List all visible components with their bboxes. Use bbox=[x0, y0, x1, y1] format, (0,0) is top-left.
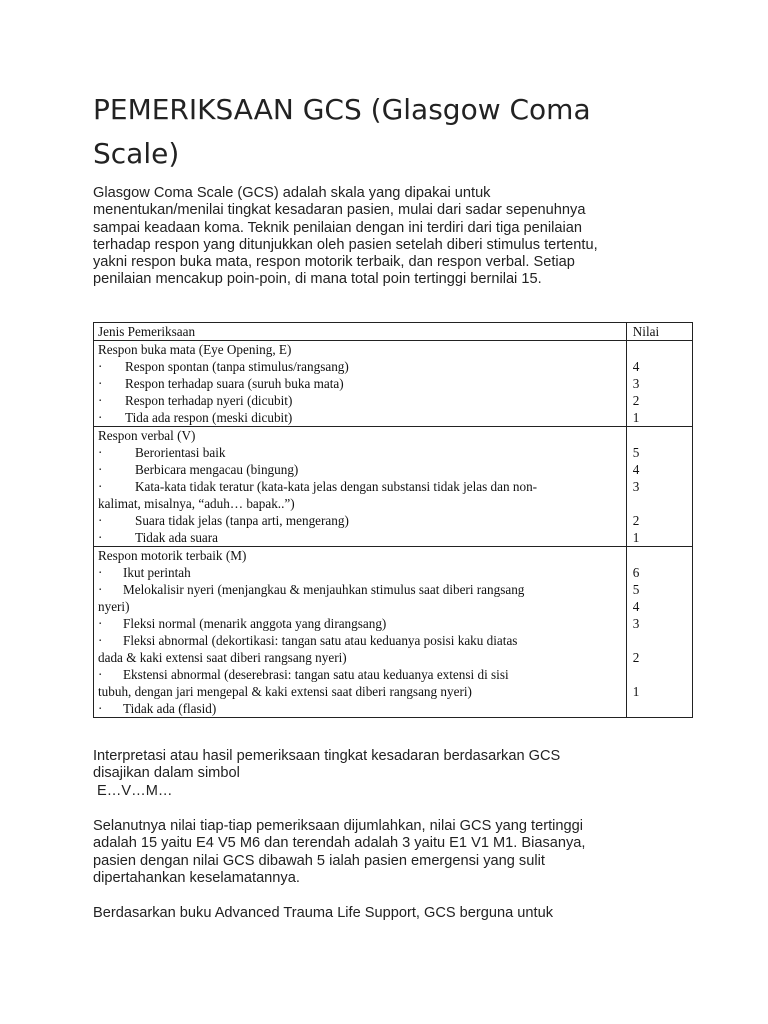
intro-paragraph bbox=[93, 185, 653, 289]
paragraph-line: sampai keadaan koma. Teknik penilaian dengan ini terdiri dari tiga penilaian bbox=[93, 219, 582, 236]
list-item bbox=[98, 512, 622, 529]
paragraph-line: terhadap respon yang ditunjukkan oleh pasien setelah diberi stimulus tertentu, bbox=[93, 236, 598, 253]
bullet-icon: · bbox=[98, 410, 103, 425]
list-item bbox=[98, 529, 622, 546]
score-value: 4 bbox=[632, 359, 640, 374]
bullet-icon: · bbox=[98, 513, 103, 528]
bullet-icon: · bbox=[98, 616, 103, 631]
bullet-icon: · bbox=[98, 393, 103, 408]
score-value: 4 bbox=[632, 599, 640, 614]
score-value: 4 bbox=[632, 462, 640, 477]
eye-items-cell bbox=[94, 341, 627, 427]
list-item bbox=[98, 700, 622, 717]
paragraph-line: Interpretasi atau hasil pemeriksaan tingkat kesadaran berdasarkan GCS bbox=[93, 748, 561, 764]
bullet-icon: · bbox=[98, 376, 103, 391]
item-text: Berorientasi baik bbox=[135, 445, 226, 460]
table-row-verbal bbox=[94, 427, 693, 547]
paragraph-line: menentukan/menilai tingkat kesadaran pasien, mulai dari sadar sepenuhnya bbox=[93, 202, 586, 219]
item-text: Respon spontan (tanpa stimulus/rangsang) bbox=[125, 359, 349, 374]
section-heading: Respon buka mata (Eye Opening, E) bbox=[98, 342, 292, 357]
verbal-items-cell bbox=[94, 427, 627, 547]
bullet-icon: · bbox=[98, 445, 103, 460]
header-value: Nilai bbox=[626, 323, 692, 341]
list-item bbox=[98, 461, 622, 478]
paragraph-line: Berdasarkan buku Advanced Trauma Life Support, GCS berguna untuk bbox=[93, 905, 553, 921]
paragraph-line: Glasgow Coma Scale (GCS) adalah skala yang dipakai untuk bbox=[93, 185, 491, 201]
page-title: PEMERIKSAAN GCS (Glasgow Coma Scale) bbox=[93, 93, 591, 170]
score-value: 3 bbox=[632, 616, 640, 631]
paragraph-line: Selanutnya nilai tiap-tiap pemeriksaan dijumlahkan, nilai GCS yang tertinggi bbox=[93, 818, 583, 834]
list-item-continued: nyeri) bbox=[98, 599, 130, 614]
bullet-icon: · bbox=[98, 633, 103, 648]
atls-paragraph bbox=[93, 905, 653, 922]
gcs-table bbox=[93, 322, 693, 718]
list-item bbox=[98, 478, 622, 495]
bullet-icon: · bbox=[98, 582, 103, 597]
item-text: Berbicara mengacau (bingung) bbox=[135, 462, 299, 477]
item-text: Tidak ada suara bbox=[135, 530, 219, 545]
item-text: Tida ada respon (meski dicubit) bbox=[125, 410, 293, 425]
list-item bbox=[98, 564, 622, 581]
score-value: 3 bbox=[632, 376, 640, 391]
item-text: Respon terhadap suara (suruh buka mata) bbox=[125, 376, 344, 391]
score-value: 5 bbox=[632, 582, 640, 597]
bullet-icon: · bbox=[98, 462, 103, 477]
paragraph-line: disajikan dalam simbol bbox=[93, 765, 240, 782]
list-item-continued: dada & kaki extensi saat diberi rangsang nyeri) bbox=[98, 650, 347, 665]
eye-values-cell bbox=[626, 341, 692, 427]
item-text: Ekstensi abnormal (deserebrasi: tangan satu atau keduanya extensi di sisi bbox=[123, 667, 509, 682]
item-text: Suara tidak jelas (tanpa arti, mengerang) bbox=[135, 513, 349, 528]
score-value: 2 bbox=[632, 393, 640, 408]
section-heading: Respon motorik terbaik (M) bbox=[98, 548, 247, 563]
table-row-motor bbox=[94, 547, 693, 718]
list-item bbox=[98, 444, 622, 461]
bullet-icon: · bbox=[98, 565, 103, 580]
list-item bbox=[98, 375, 622, 392]
score-value: 1 bbox=[632, 410, 640, 425]
table-row-eye bbox=[94, 341, 693, 427]
bullet-icon: · bbox=[98, 667, 103, 682]
score-value: 5 bbox=[632, 445, 640, 460]
motor-items-cell bbox=[94, 547, 627, 718]
list-item bbox=[98, 409, 622, 426]
item-text: Tidak ada (flasid) bbox=[123, 701, 217, 716]
section-heading: Respon verbal (V) bbox=[98, 428, 196, 443]
score-value: 1 bbox=[632, 684, 640, 699]
list-item-continued: kalimat, misalnya, “aduh… bapak..”) bbox=[98, 496, 295, 511]
list-item bbox=[98, 666, 622, 683]
bullet-icon: · bbox=[98, 701, 103, 716]
paragraph-line: pasien dengan nilai GCS dibawah 5 ialah pasien emergensi yang sulit bbox=[93, 852, 545, 869]
list-item bbox=[98, 581, 622, 598]
header-exam: Jenis Pemeriksaan bbox=[94, 323, 627, 341]
item-text: Melokalisir nyeri (menjangkau & menjauhkan stimulus saat diberi rangsang bbox=[123, 582, 525, 597]
paragraph-line: penilaian mencakup poin-poin, di mana total poin tertinggi bernilai 15. bbox=[93, 271, 542, 288]
score-value: 2 bbox=[632, 513, 640, 528]
summary-paragraph bbox=[93, 818, 653, 887]
paragraph-line: yakni respon buka mata, respon motorik terbaik, dan respon verbal. Setiap bbox=[93, 254, 575, 271]
item-text: Respon terhadap nyeri (dicubit) bbox=[125, 393, 293, 408]
bullet-icon: · bbox=[98, 479, 103, 494]
list-item bbox=[98, 615, 622, 632]
list-item-continued: tubuh, dengan jari mengepal & kaki extensi saat diberi rangsang nyeri) bbox=[98, 684, 472, 699]
list-item bbox=[98, 392, 622, 409]
verbal-values-cell bbox=[626, 427, 692, 547]
motor-values-cell bbox=[626, 547, 692, 718]
interpretation-paragraph bbox=[93, 748, 653, 800]
item-text: Kata-kata tidak teratur (kata-kata jelas dengan substansi tidak jelas dan non- bbox=[135, 479, 538, 494]
score-value: 1 bbox=[632, 530, 640, 545]
bullet-icon: · bbox=[98, 530, 103, 545]
score-value: 2 bbox=[632, 650, 640, 665]
list-item bbox=[98, 632, 622, 649]
paragraph-line: adalah 15 yaitu E4 V5 M6 dan terendah adalah 3 yaitu E1 V1 M1. Biasanya, bbox=[93, 835, 586, 852]
score-value: 6 bbox=[632, 565, 640, 580]
paragraph-line: E…V…M… bbox=[93, 782, 173, 799]
paragraph-line: dipertahankan keselamatannya. bbox=[93, 869, 300, 886]
table-header-row bbox=[94, 323, 693, 341]
item-text: Ikut perintah bbox=[123, 565, 191, 580]
item-text: Fleksi normal (menarik anggota yang dirangsang) bbox=[123, 616, 387, 631]
score-value: 3 bbox=[632, 479, 640, 494]
item-text: Fleksi abnormal (dekortikasi: tangan satu atau keduanya posisi kaku diatas bbox=[123, 633, 518, 648]
list-item bbox=[98, 358, 622, 375]
bullet-icon: · bbox=[98, 359, 103, 374]
